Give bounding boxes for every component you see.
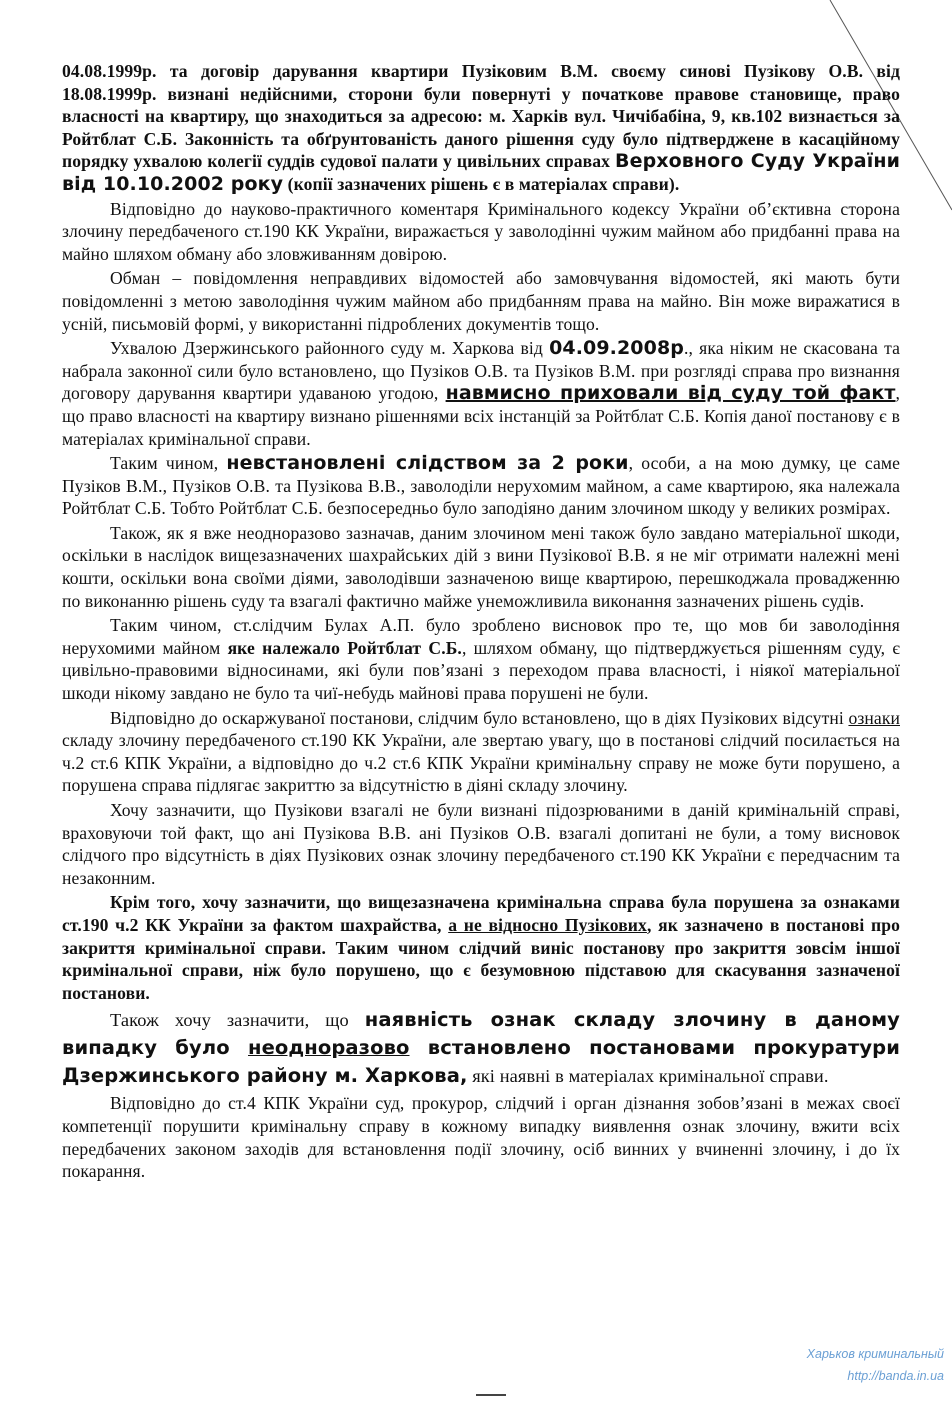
bold-highlight: встановлено постановами прокуратури Дзержинського району м. Харкова, xyxy=(62,1036,900,1088)
text-run: , що право власності на квартиру визнано рішеннями всіх інстанцій за Ройтблат С.Б. Копія даної постанову є в матеріалах кримінальної справи. xyxy=(62,383,901,449)
site-watermark xyxy=(807,1343,944,1387)
text-run: , шляхом обману, що підтверджується рішенням суду, є цивільно-правовими відносинами, які були пов’язані з переходом права власності, і ніякої матеріальної шкоди нікому завдано не було та чиї-небудь майнові права порушені не були. xyxy=(62,637,900,704)
text-run: (копії зазначених рішень є в матеріалах справи). xyxy=(283,173,680,194)
text-run: які наявні в матеріалах кримінальної справи. xyxy=(467,1066,829,1087)
paragraph-cpc-article-4: Відповідно до ст.4 КПК України суд, прокурор, слідчий і орган дізнання зобов’язані в межах своєї компетенції порушити кримінальну справу в кожному випадку виявлення ознак злочину, вжити всіх передбачених законом заходів для встановлення події злочину, осіб винних у вчиненні злочину, і до їх покарання. xyxy=(62,1093,900,1182)
text-run: , як зазначено в постанові про закриття кримінальної справи. Таким чином слідчий виніс постанову про закриття зовсім іншої кримінальної справи, ніж було порушено, що є безумовною підставою для скасування зазначеної постанови. xyxy=(62,914,900,1003)
bold-highlight: наявність ознак складу злочину в даному випадку було xyxy=(62,1008,900,1060)
text-run: 04.08.1999р. та договір дарування квартири Пузіковим В.М. своєму синові Пузікову О.В. від 18.08.1999р. визнані недійсними, сторони були повернуті у початкове правове становище, право власності на квартиру, що знаходиться за адресою: м. Харків вул. Чичібабіна, 9, кв.102 визнається за Ройтблат С.Б. Законність та обґрунтованість даного рішення суду було підтверджене в касаційному порядку ухвалою колегії суддів судової палати у цивільних справах xyxy=(62,61,900,172)
paragraph-commentary: Відповідно до науково-практичного коментаря Кримінального кодексу України об’єктивна сторона злочину передбаченого ст.190 КК України, виражається у заволодінні чужим майном або придбанні права на майно шляхом обману або зловживанням довірою. xyxy=(62,198,900,264)
text-run: Таким чином, xyxy=(110,453,227,474)
text-run: Крім того, хочу зазначити, що вищезазначена кримінальна справа була порушена за ознаками ст.190 ч.2 КК України за фактом шахрайства, xyxy=(62,892,900,935)
bold-highlight: яке належало Ройтблат С.Б. xyxy=(227,637,462,658)
document-page xyxy=(62,60,900,1185)
paragraph-deception-definition: Обман – повідомлення неправдивих відомостей або замовчування відомостей, які мають бути повідомленні з метою заволодіння чужим майном або придбанням права на майно. Він може виражатися в усній, письмовій формі, у використанні підроблених документів тощо. xyxy=(62,268,900,334)
paragraph-court-decision xyxy=(62,60,900,196)
underlined-word: ознаки xyxy=(848,707,900,728)
paragraph-material-damage: Також, як я вже неодноразово зазначав, даним злочином мені також було завдано матеріальної шкоди, оскільки в наслідок вищезазначених шахрайських дій з вини Пузікової В.В. я не міг отримати належні мені кошти, оскільки вона своїми діями, заволодівши зазначеною вище квартирою, перешкоджала провадженню по виконанню рішень суду та взагалі фактично майже унеможливила виконання зазначених рішень судів. xyxy=(62,522,900,611)
watermark-url[interactable]: http://banda.in.ua xyxy=(847,1369,944,1383)
underlined-phrase: а не відносно Пузікових xyxy=(448,914,647,935)
text-run: Таким чином, ст.слідчим Булах А.П. було зроблено висновок про те, що мов би заволодіння нерухомими майном xyxy=(62,615,900,658)
text-run: складу злочину передбаченого ст.190 КК України, але звертаю увагу, що в постанові слідчий посилається на ч.2 ст.6 КПК України, а відповідно до ч.2 ст.6 КПК України кримінальну справу не може бути порушено, а порушена справа підлягає закриттю за відсутністю в діяні складу злочину. xyxy=(62,730,900,796)
paragraph-investigator-conclusion xyxy=(62,614,900,704)
text-run: Відповідно до оскаржуваної постанови, слідчим було встановлено, що в діях Пузікових відсутні xyxy=(110,707,849,728)
watermark-title: Харьков криминальный xyxy=(806,1347,944,1361)
page-mark xyxy=(476,1394,506,1396)
text-run: ., яка ніким не скасована та набрала законної сили було встановлено, що Пузіков О.В. та Пузіков В.М. при розгляді справа про визнання договору дарування квартири удаваною угодою, xyxy=(62,338,900,404)
underlined-word: неодноразово xyxy=(248,1036,410,1060)
text-run: Також хочу зазначити, що xyxy=(110,1010,365,1031)
text-run: , особи, а на мою думку, це саме Пузіков В.М., Пузіков О.В. та Пузікова В.В., заволоділи нерухомим майном, а саме квартирою, яка належала Ройтблат С.Б. Тобто Ройтблат С.Б. безпосередньо було заподіяно даним злочином шкоду у великих розмірах. xyxy=(62,453,901,519)
paragraph-court-ruling xyxy=(62,337,900,450)
paragraph-not-suspects: Хочу зазначити, що Пузікови взагалі не були визнані підозрюваними в даній кримінальній справі, враховуючи той факт, що ані Пузікова В.В. ані Пузіков О.В. взагалі допитані не були, а тому висновок слідчого про відсутність в діях Пузікових ознак злочину передбаченого ст.190 КК України є передчасним та незаконним. xyxy=(62,800,900,888)
bold-highlight: Верховного Суду України від 10.10.2002 року xyxy=(62,150,900,195)
underlined-highlight: навмисно приховали від суду той факт xyxy=(445,382,896,405)
bold-date: 04.09.2008р xyxy=(549,337,684,360)
paragraph-prosecutor-resolutions xyxy=(62,1006,900,1090)
paragraph-appealed-resolution xyxy=(62,707,900,797)
bold-highlight: невстановлені слідством за 2 роки xyxy=(226,452,629,475)
paragraph-unidentified-persons xyxy=(62,452,900,520)
paragraph-case-opened xyxy=(62,891,900,1004)
text-run: Ухвалою Дзержинського районного суду м. Харкова від xyxy=(110,338,550,359)
